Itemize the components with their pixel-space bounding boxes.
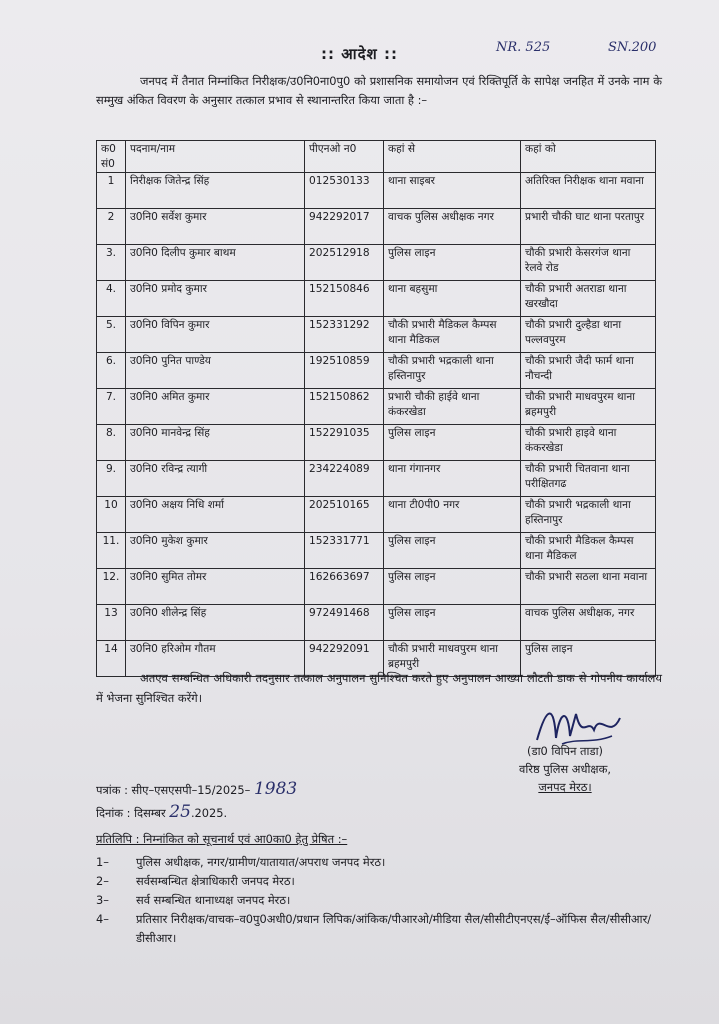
reference-handwritten: 1983 xyxy=(253,779,298,799)
order-title: :: आदेश :: xyxy=(321,45,398,63)
pno-cell: 192510859 xyxy=(305,353,384,389)
table-header-row xyxy=(97,141,656,173)
serial-cell: 11. xyxy=(97,533,126,569)
table-row xyxy=(97,353,656,389)
to-cell: चौकी प्रभारी दुल्हैडा थाना पल्लवपुरम xyxy=(521,317,656,353)
table-header-cell: कहां को xyxy=(521,141,656,173)
name-cell: उ0नि0 पुनित पाण्डेय xyxy=(126,353,305,389)
copy-to-item-number: 2– xyxy=(96,874,109,888)
handwritten-nr-number: NR. 525 xyxy=(496,40,551,55)
table-row xyxy=(97,209,656,245)
pno-cell: 152150862 xyxy=(305,389,384,425)
copy-to-item xyxy=(96,872,662,891)
copy-to-item xyxy=(96,891,662,910)
signature-scribble xyxy=(532,700,632,748)
name-cell: उ0नि0 अमित कुमार xyxy=(126,389,305,425)
from-cell: प्रभारी चौकी हाईवे थाना कंकरखेडा xyxy=(384,389,521,425)
from-cell: पुलिस लाइन xyxy=(384,425,521,461)
to-cell: पुलिस लाइन xyxy=(521,641,656,677)
handwritten-sn-number: SN.200 xyxy=(608,40,657,55)
to-cell: चौकी प्रभारी केसरगंज थाना रेलवे रोड xyxy=(521,245,656,281)
table-header-cell: कहां से xyxy=(384,141,521,173)
copy-to-item-text: पुलिस अधीक्षक, नगर/ग्रामीण/यातायात/अपराध जनपद मेरठ। xyxy=(136,855,386,869)
table-row xyxy=(97,245,656,281)
table-row xyxy=(97,605,656,641)
table-row xyxy=(97,461,656,497)
from-cell: चौकी प्रभारी मैडिकल कैम्पस थाना मैडिकल xyxy=(384,317,521,353)
name-cell: उ0नि0 विपिन कुमार xyxy=(126,317,305,353)
signatory-designation: वरिष्ठ पुलिस अधीक्षक, xyxy=(519,762,611,776)
pno-cell: 152331771 xyxy=(305,533,384,569)
table-row xyxy=(97,497,656,533)
table-row xyxy=(97,533,656,569)
pno-cell: 152291035 xyxy=(305,425,384,461)
table-row xyxy=(97,281,656,317)
name-cell: उ0नि0 सर्वेश कुमार xyxy=(126,209,305,245)
reference-label: पत्रांक : सीए–एसएसपी–15/2025– xyxy=(96,783,251,797)
transfer-table xyxy=(96,140,656,677)
to-cell: चौकी प्रभारी माधवपुरम थाना ब्रहमपुरी xyxy=(521,389,656,425)
name-cell: उ0नि0 रविन्द्र त्यागी xyxy=(126,461,305,497)
serial-cell: 5. xyxy=(97,317,126,353)
intro-paragraph: जनपद में तैनात निम्नांकित निरीक्षक/उ0नि0ना0पु0 को प्रशासनिक समायोजन एवं रिक्तिपूर्ति के सापेक्ष जनहित में उनके नाम के सम्मुख अंकित विवरण के अनुसार तत्काल प्रभाव से स्थानान्तरित किया जाता है :– xyxy=(96,74,662,107)
from-cell: थाना टी0पी0 नगर xyxy=(384,497,521,533)
name-cell: उ0नि0 सुमित तोमर xyxy=(126,569,305,605)
serial-cell: 3. xyxy=(97,245,126,281)
name-cell: उ0नि0 दिलीप कुमार बाथम xyxy=(126,245,305,281)
serial-cell: 12. xyxy=(97,569,126,605)
copy-to-item-text: सर्व सम्बन्धित थानाध्यक्ष जनपद मेरठ। xyxy=(136,893,291,907)
date-label: दिनांक : दिसम्बर xyxy=(96,806,166,820)
date-year: .2025. xyxy=(190,806,228,820)
name-cell: निरीक्षक जितेन्द्र सिंह xyxy=(126,173,305,209)
from-cell: चौकी प्रभारी माधवपुरम थाना ब्रहमपुरी xyxy=(384,641,521,677)
table-row xyxy=(97,569,656,605)
table-header-cell: क0 सं0 xyxy=(97,141,126,173)
pno-cell: 162663697 xyxy=(305,569,384,605)
name-cell: उ0नि0 अक्षय निधि शर्मा xyxy=(126,497,305,533)
closing-paragraph: अतएव सम्बन्धित अधिकारी तदनुसार तत्काल अनुपालन सुनिश्चित करते हुए अनुपालन आख्या लौटती डाक से गोपनीय कार्यालय में भेजना सुनिश्चित करेंगे। xyxy=(96,671,662,705)
from-cell: थाना गंगानगर xyxy=(384,461,521,497)
serial-cell: 2 xyxy=(97,209,126,245)
to-cell: चौकी प्रभारी अतराडा थाना खरखौदा xyxy=(521,281,656,317)
from-cell: पुलिस लाइन xyxy=(384,605,521,641)
serial-cell: 10 xyxy=(97,497,126,533)
pno-cell: 972491468 xyxy=(305,605,384,641)
to-cell: चौकी प्रभारी भद्रकाली थाना हस्तिनापुर xyxy=(521,497,656,533)
name-cell: उ0नि0 प्रमोद कुमार xyxy=(126,281,305,317)
from-cell: पुलिस लाइन xyxy=(384,533,521,569)
to-cell: चौकी प्रभारी मैडिकल कैम्पस थाना मैडिकल xyxy=(521,533,656,569)
copy-to-item-number: 4– xyxy=(96,912,109,926)
pno-cell: 012530133 xyxy=(305,173,384,209)
serial-cell: 4. xyxy=(97,281,126,317)
to-cell: चौकी प्रभारी सठला थाना मवाना xyxy=(521,569,656,605)
serial-cell: 8. xyxy=(97,425,126,461)
to-cell: प्रभारी चौकी घाट थाना परतापुर xyxy=(521,209,656,245)
copy-to-item-text: सर्वसम्बन्धित क्षेत्राधिकारी जनपद मेरठ। xyxy=(136,874,295,888)
serial-cell: 1 xyxy=(97,173,126,209)
table-row xyxy=(97,317,656,353)
pno-cell: 202510165 xyxy=(305,497,384,533)
to-cell: चौकी प्रभारी जैदी फार्म थाना नौचन्दी xyxy=(521,353,656,389)
to-cell: अतिरिक्त निरीक्षक थाना मवाना xyxy=(521,173,656,209)
name-cell: उ0नि0 हरिओम गौतम xyxy=(126,641,305,677)
to-cell: चौकी प्रभारी हाइवे थाना कंकरखेडा xyxy=(521,425,656,461)
from-cell: थाना बहसुमा xyxy=(384,281,521,317)
pno-cell: 152150846 xyxy=(305,281,384,317)
pno-cell: 202512918 xyxy=(305,245,384,281)
from-cell: पुलिस लाइन xyxy=(384,245,521,281)
copy-to-item-text: प्रतिसार निरीक्षक/वाचक–व0पु0अधी0/प्रधान लिपिक/आंकिक/पीआरओ/मीडिया सैल/सीसीटीएनएस/ई–ऑफिस सैल/सीसीआर/डीसीआर। xyxy=(136,912,652,945)
serial-cell: 9. xyxy=(97,461,126,497)
copy-to-item xyxy=(96,853,662,872)
to-cell: चौकी प्रभारी चितवाना थाना परीक्षितगढ xyxy=(521,461,656,497)
pno-cell: 234224089 xyxy=(305,461,384,497)
pno-cell: 942292017 xyxy=(305,209,384,245)
copy-to-item-number: 3– xyxy=(96,893,109,907)
pno-cell: 152331292 xyxy=(305,317,384,353)
copy-to-section xyxy=(96,832,662,948)
from-cell: चौकी प्रभारी भद्रकाली थाना हस्तिनापुर xyxy=(384,353,521,389)
table-header-cell: पदनाम/नाम xyxy=(126,141,305,173)
signatory-district: जनपद मेरठ। xyxy=(538,780,592,794)
letter-reference xyxy=(96,778,297,824)
from-cell: थाना साइबर xyxy=(384,173,521,209)
pno-cell: 942292091 xyxy=(305,641,384,677)
to-cell: वाचक पुलिस अधीक्षक, नगर xyxy=(521,605,656,641)
copy-to-item xyxy=(96,910,662,948)
serial-cell: 6. xyxy=(97,353,126,389)
name-cell: उ0नि0 मानवेन्द्र सिंह xyxy=(126,425,305,461)
name-cell: उ0नि0 मुकेश कुमार xyxy=(126,533,305,569)
signatory-name: (डा0 विपिन ताडा) xyxy=(527,744,603,758)
table-header-cell: पीएनओ न0 xyxy=(305,141,384,173)
signature-block xyxy=(500,742,630,796)
table-row xyxy=(97,173,656,209)
from-cell: पुलिस लाइन xyxy=(384,569,521,605)
name-cell: उ0नि0 शीलेन्द्र सिंह xyxy=(126,605,305,641)
serial-cell: 7. xyxy=(97,389,126,425)
from-cell: वाचक पुलिस अधीक्षक नगर xyxy=(384,209,521,245)
serial-cell: 14 xyxy=(97,641,126,677)
table-row xyxy=(97,389,656,425)
copy-to-item-number: 1– xyxy=(96,855,109,869)
copy-to-heading: प्रतिलिपि : निम्नांकित को सूचनार्थ एवं आ0का0 हेतु प्रेषित :– xyxy=(96,832,348,846)
table-row xyxy=(97,425,656,461)
date-handwritten-day: 25 xyxy=(169,802,191,822)
serial-cell: 13 xyxy=(97,605,126,641)
